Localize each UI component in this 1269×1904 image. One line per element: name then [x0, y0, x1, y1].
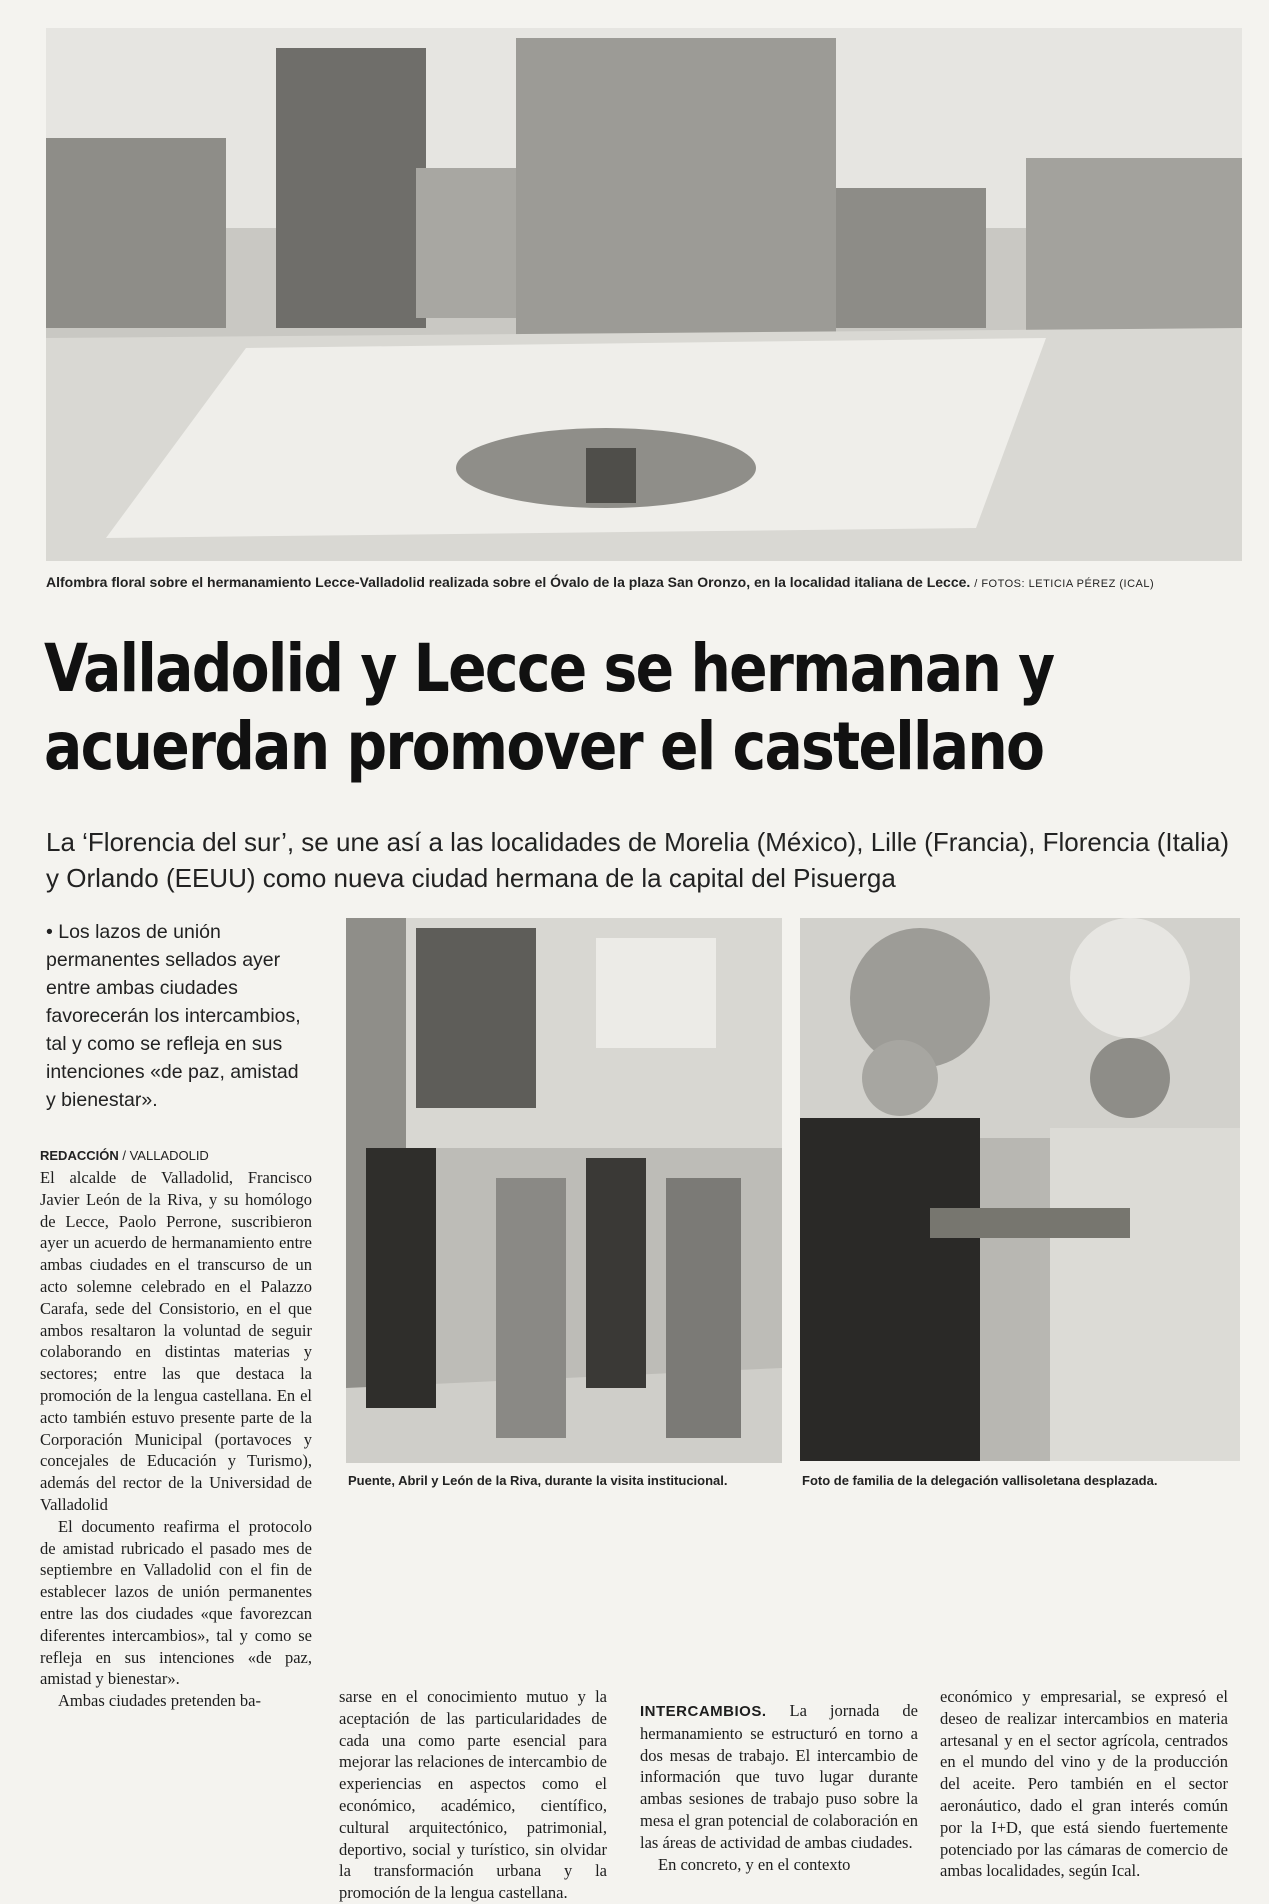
body-column-2: [339, 1686, 607, 1904]
body-paragraph: sarse en el conocimiento mutuo y la aceptación de las particularidades de cada una como parte esencial para mejorar las relaciones de intercambio de experiencias en aspectos como el económico, académico, científico, cultural arquitectónico, patrimonial, deportivo, social y turístico, sin olvidar la transformación urbana y la promoción de la lengua castellana.: [339, 1687, 607, 1903]
byline-author: REDACCIÓN: [40, 1148, 119, 1163]
headline-line-1: Valladolid y Lecce se hermanan y: [44, 630, 1054, 707]
photo-top-caption: Alfombra floral sobre el hermanamiento Lecce-Valladolid realizada sobre el Óvalo de la plaza San Oronzo, en la localidad italiana de Lecce. / FOTOS: LETICIA PÉREZ (ICAL): [46, 574, 1155, 590]
lead-summary: • Los lazos de unión permanentes sellados ayer entre ambas ciudades favorecerán los intercambios, tal y como se refleja en sus intenciones «de paz, amistad y bienestar».: [46, 921, 301, 1111]
photo-family-delegation: [800, 918, 1240, 1461]
body-paragraph: El alcalde de Valladolid, Francisco Javier León de la Riva, y su homólogo de Lecce, Paolo Perrone, suscribieron ayer un acuerdo de hermanamiento entre ambas ciudades en el transcurso de un acto solemne celebrado en el Palazzo Carafa, sede del Consistorio, en el que ambos resaltaron la voluntad de seguir colaborando en distintas materias y sectores; entre las que destaca la promoción de la lengua castellana. En el acto también estuvo presente parte de la Corporación Municipal (portavoces y concejales de Educación y Turismo), además del rector de la Universidad de Valladolid: [40, 1168, 312, 1514]
headline: [44, 630, 1076, 786]
subtitle: La ‘Florencia del sur’, se une así a las localidades de Morelia (México), Lille (Francia), Florencia (Italia) y Orlando (EEUU) como nueva ciudad hermana de la capital del Pisuerga: [46, 827, 1230, 893]
photo-left-caption: Puente, Abril y León de la Riva, durante la visita institucional.: [348, 1473, 728, 1488]
photo-floral-carpet: [46, 28, 1242, 561]
photo-credit: / FOTOS: LETICIA PÉREZ (ICAL): [974, 578, 1155, 590]
section-kicker: INTERCAMBIOS.: [640, 1703, 767, 1720]
body-column-1: [40, 1167, 312, 1712]
byline: [40, 1148, 209, 1163]
photo-right-caption: Foto de familia de la delegación vallisoletana desplazada.: [802, 1473, 1158, 1488]
headline-line-2: acuerdan promover el castellano: [44, 708, 1044, 785]
body-paragraph: Ambas ciudades pretenden ba-: [58, 1691, 261, 1711]
body-paragraph: En concreto, y en el contexto: [658, 1854, 851, 1874]
body-paragraph: INTERCAMBIOS. La jornada de hermanamiento se estructuró en torno a dos mesas de trabajo. El intercambio de información que tuvo lugar durante ambas sesiones de trabajo puso sobre la mesa el gran potencial de colaboración en las áreas de actividad de ambas ciudades.: [640, 1701, 918, 1852]
body-paragraph: El documento reafirma el protocolo de amistad rubricado el pasado mes de septiembre en Valladolid con el fin de establecer lazos de unión permanentes entre las dos ciudades «que favorezcan diferentes intercambios», tal y como se refleja en sus intenciones «de paz, amistad y bienestar».: [40, 1516, 312, 1689]
body-column-4: [940, 1686, 1228, 1882]
body-column-3: [640, 1700, 918, 1875]
body-paragraph: económico y empresarial, se expresó el deseo de realizar intercambios en materia artesanal y en el sector agrícola, centrados en el mundo del vino y de la producción del aceite. Pero también en el sector aeronáutico, dado el gran interés común por la I+D, que está siendo fuertemente potenciado por las cámaras de comercio de ambas localidades, según Ical.: [940, 1687, 1228, 1881]
byline-place: / VALLADOLID: [122, 1148, 209, 1163]
photo-institutional-visit: [346, 918, 782, 1463]
